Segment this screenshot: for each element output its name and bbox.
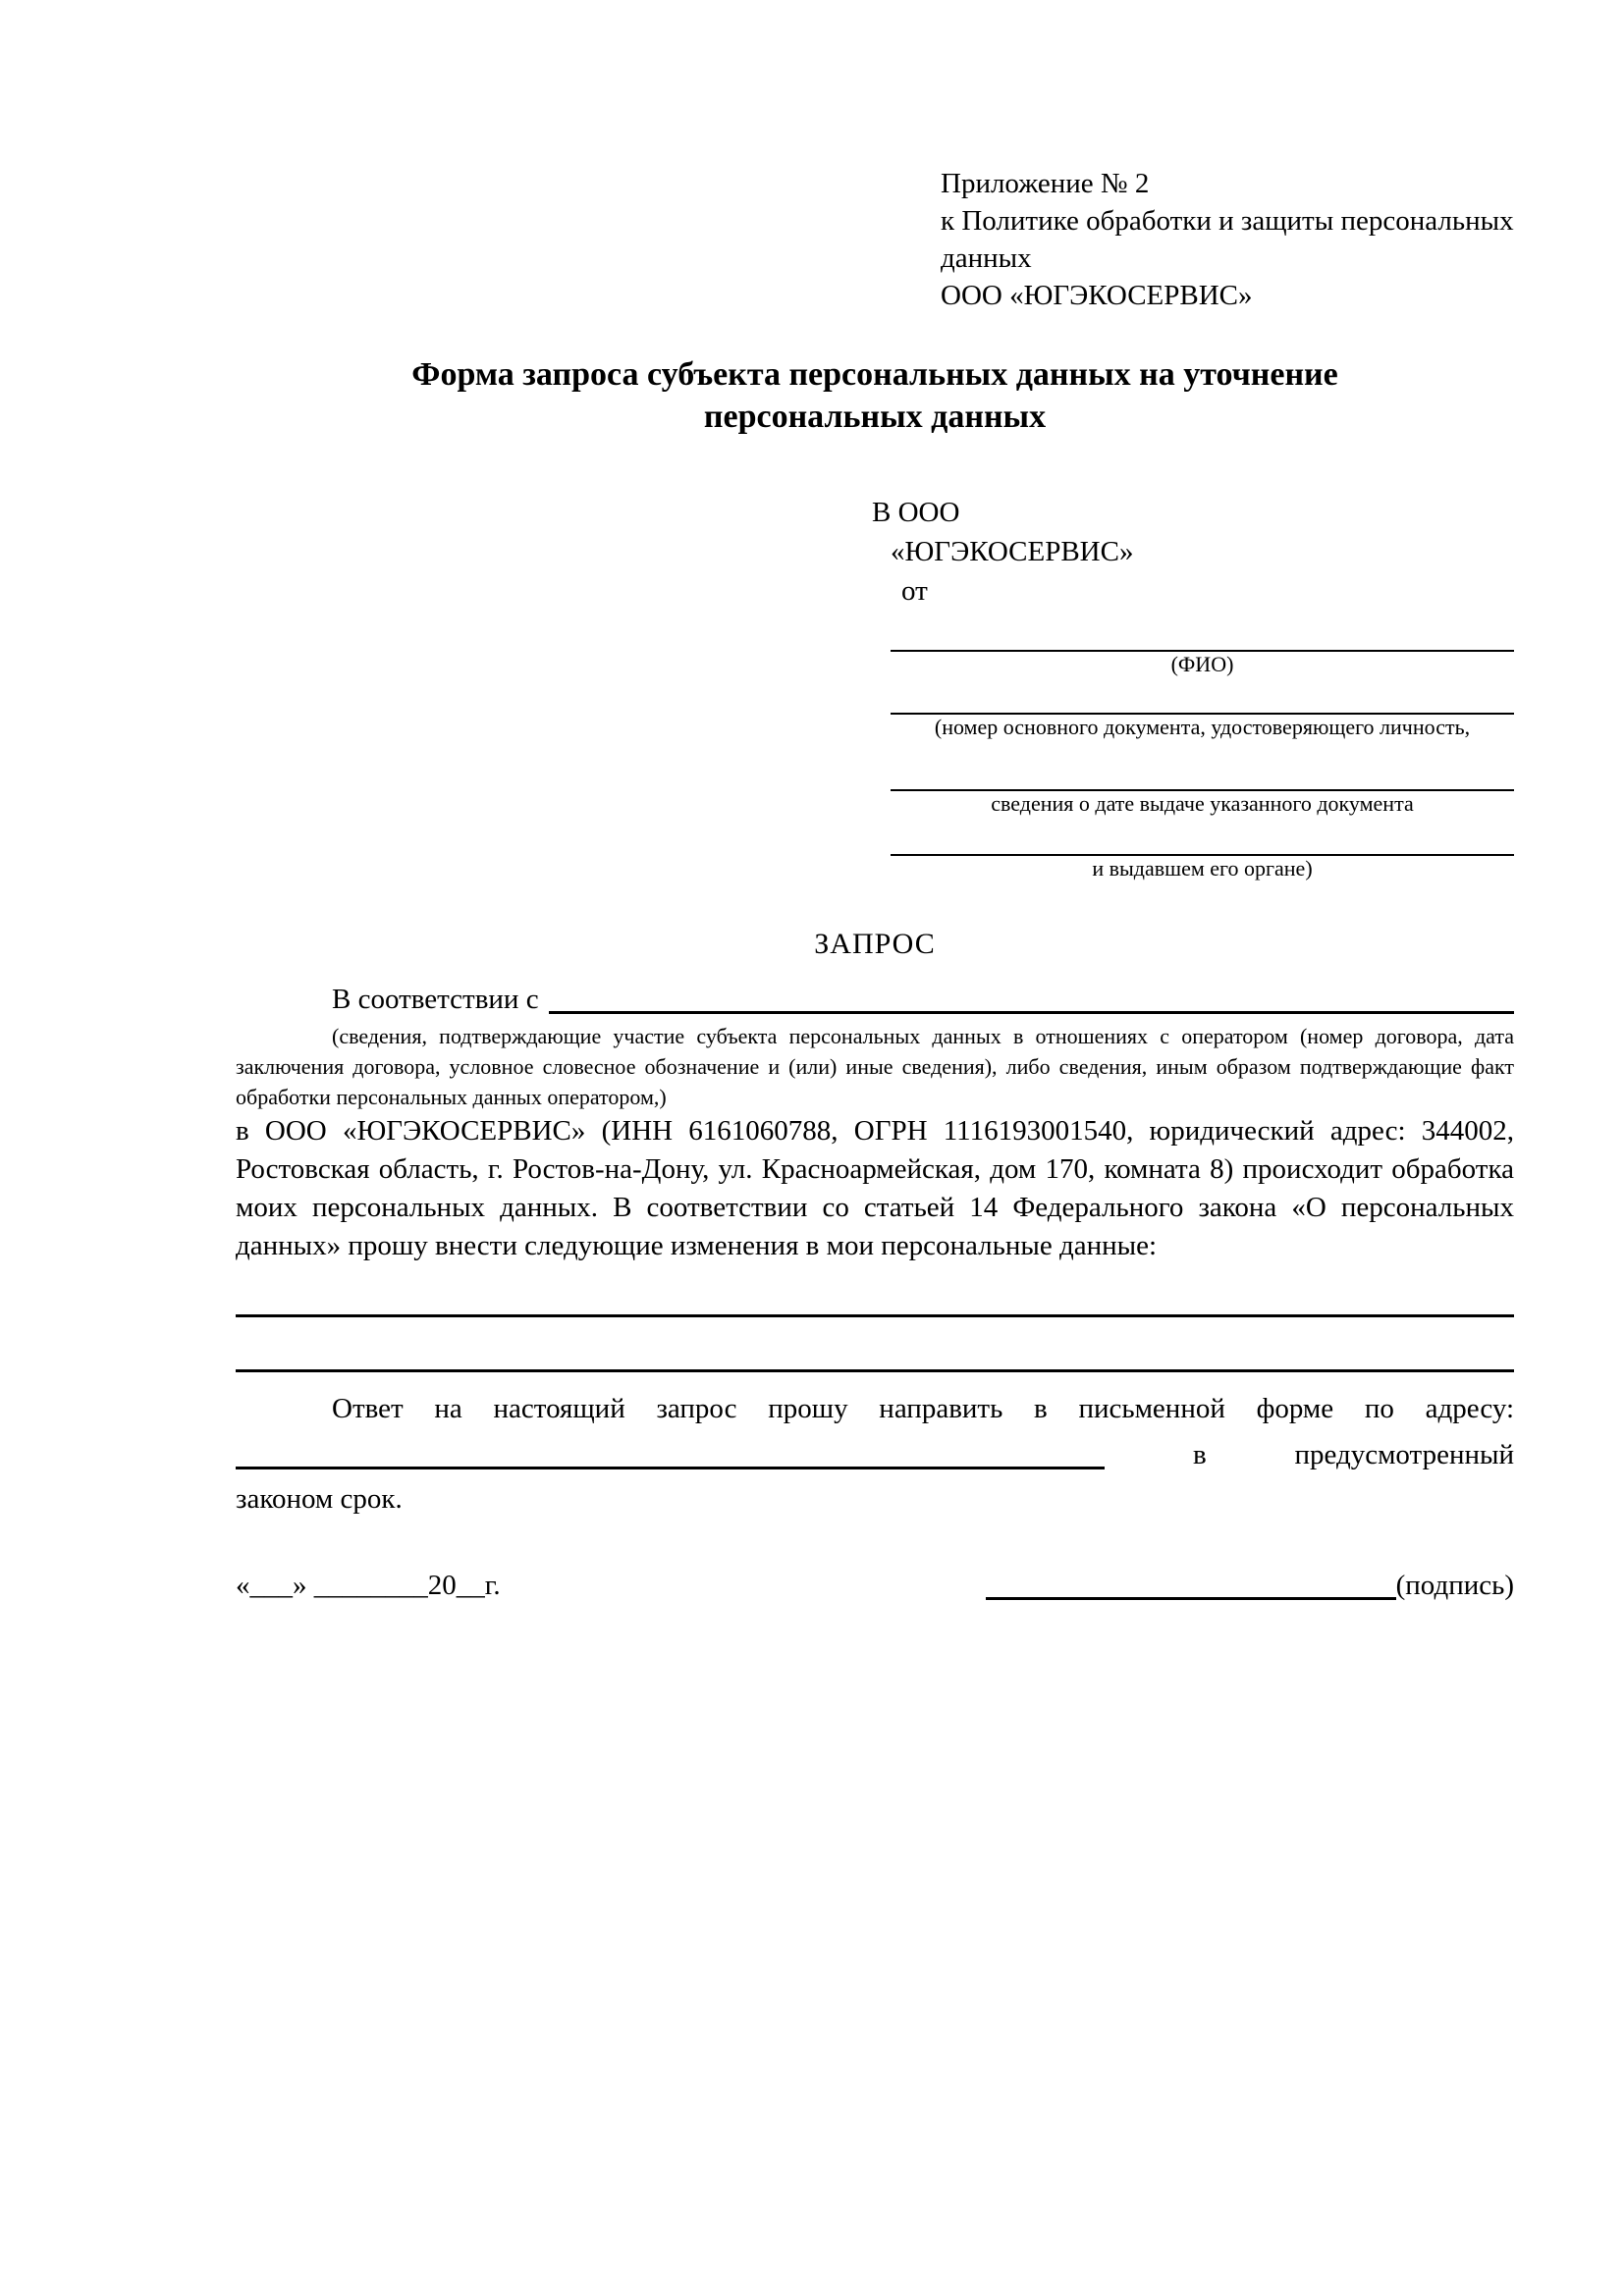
response-word-predusmotrenny: предусмотренный — [1294, 1439, 1514, 1470]
response-word-v: в — [1193, 1439, 1207, 1470]
response-paragraph: Ответ на настоящий запрос прошу направить в письменной форме по адресу: — [332, 1393, 1514, 1424]
annotation-line: к Политике обработки и защиты персональных — [941, 205, 1514, 237]
explanatory-note: (сведения, подтверждающие участие субъекта персональных данных в отношениях с оператором (номер договора, дата заключения договора, условное словесное обозначение и (или) иные сведения), либо сведения, иным образом подтверждающие факт обработки персональных данных оператором,) — [236, 1024, 1514, 1109]
annotation-line: ООО «ЮГЭКОСЕРВИС» — [941, 280, 1253, 311]
intro-prefix: В соответствии с — [332, 984, 539, 1015]
request-body-paragraph: в ООО «ЮГЭКОСЕРВИС» (ИНН 6161060788, ОГРН 1116193001540, юридический адрес: 344002, Ростовская область, г. Ростов-на-Дону, ул. Красноармейская, дом 170, комната 8) происходит обработка моих персональных данных. В соответствии со статьей 14 Федерального закона «О персональных данных» прошу внести следующие изменения в мои персональные данные: — [236, 1115, 1514, 1261]
annotation-block — [941, 165, 1514, 314]
recipient-to-line: В ООО — [872, 497, 960, 528]
response-address-row — [236, 1436, 1514, 1474]
recipient-from-label: от — [901, 575, 928, 607]
request-heading: ЗАПРОС — [814, 928, 936, 960]
recipient-block — [872, 493, 1514, 881]
annotation-line: данных — [941, 242, 1032, 274]
document-number-caption: (номер основного документа, удостоверяющего личность, — [934, 715, 1471, 739]
address-blank-line — [236, 1467, 1105, 1469]
response-end-line: законом срок. — [236, 1483, 403, 1515]
annotation-line: Приложение № 2 — [941, 168, 1150, 199]
document-date-caption: сведения о дате выдаче указанного документа — [991, 791, 1414, 816]
changes-blank-line-2 — [236, 1369, 1514, 1372]
date-signature-row — [236, 1566, 1514, 1605]
document-issuer-caption: и выдавшем его органе) — [1092, 856, 1313, 881]
basis-blank-line — [549, 1011, 1514, 1014]
fio-caption: (ФИО) — [1170, 652, 1234, 676]
signature-blank-line — [986, 1597, 1396, 1600]
signature-group — [986, 1566, 1514, 1605]
date-blank-text: «___» ________20__г. — [236, 1570, 501, 1601]
document-title: Форма запроса субъекта персональных данных на уточнение персональных данных — [411, 356, 1338, 435]
signature-caption: (подпись) — [1395, 1570, 1514, 1601]
changes-blank-line-1 — [236, 1314, 1514, 1317]
recipient-company: «ЮГЭКОСЕРВИС» — [891, 536, 1134, 567]
intro-row — [236, 980, 1514, 1019]
